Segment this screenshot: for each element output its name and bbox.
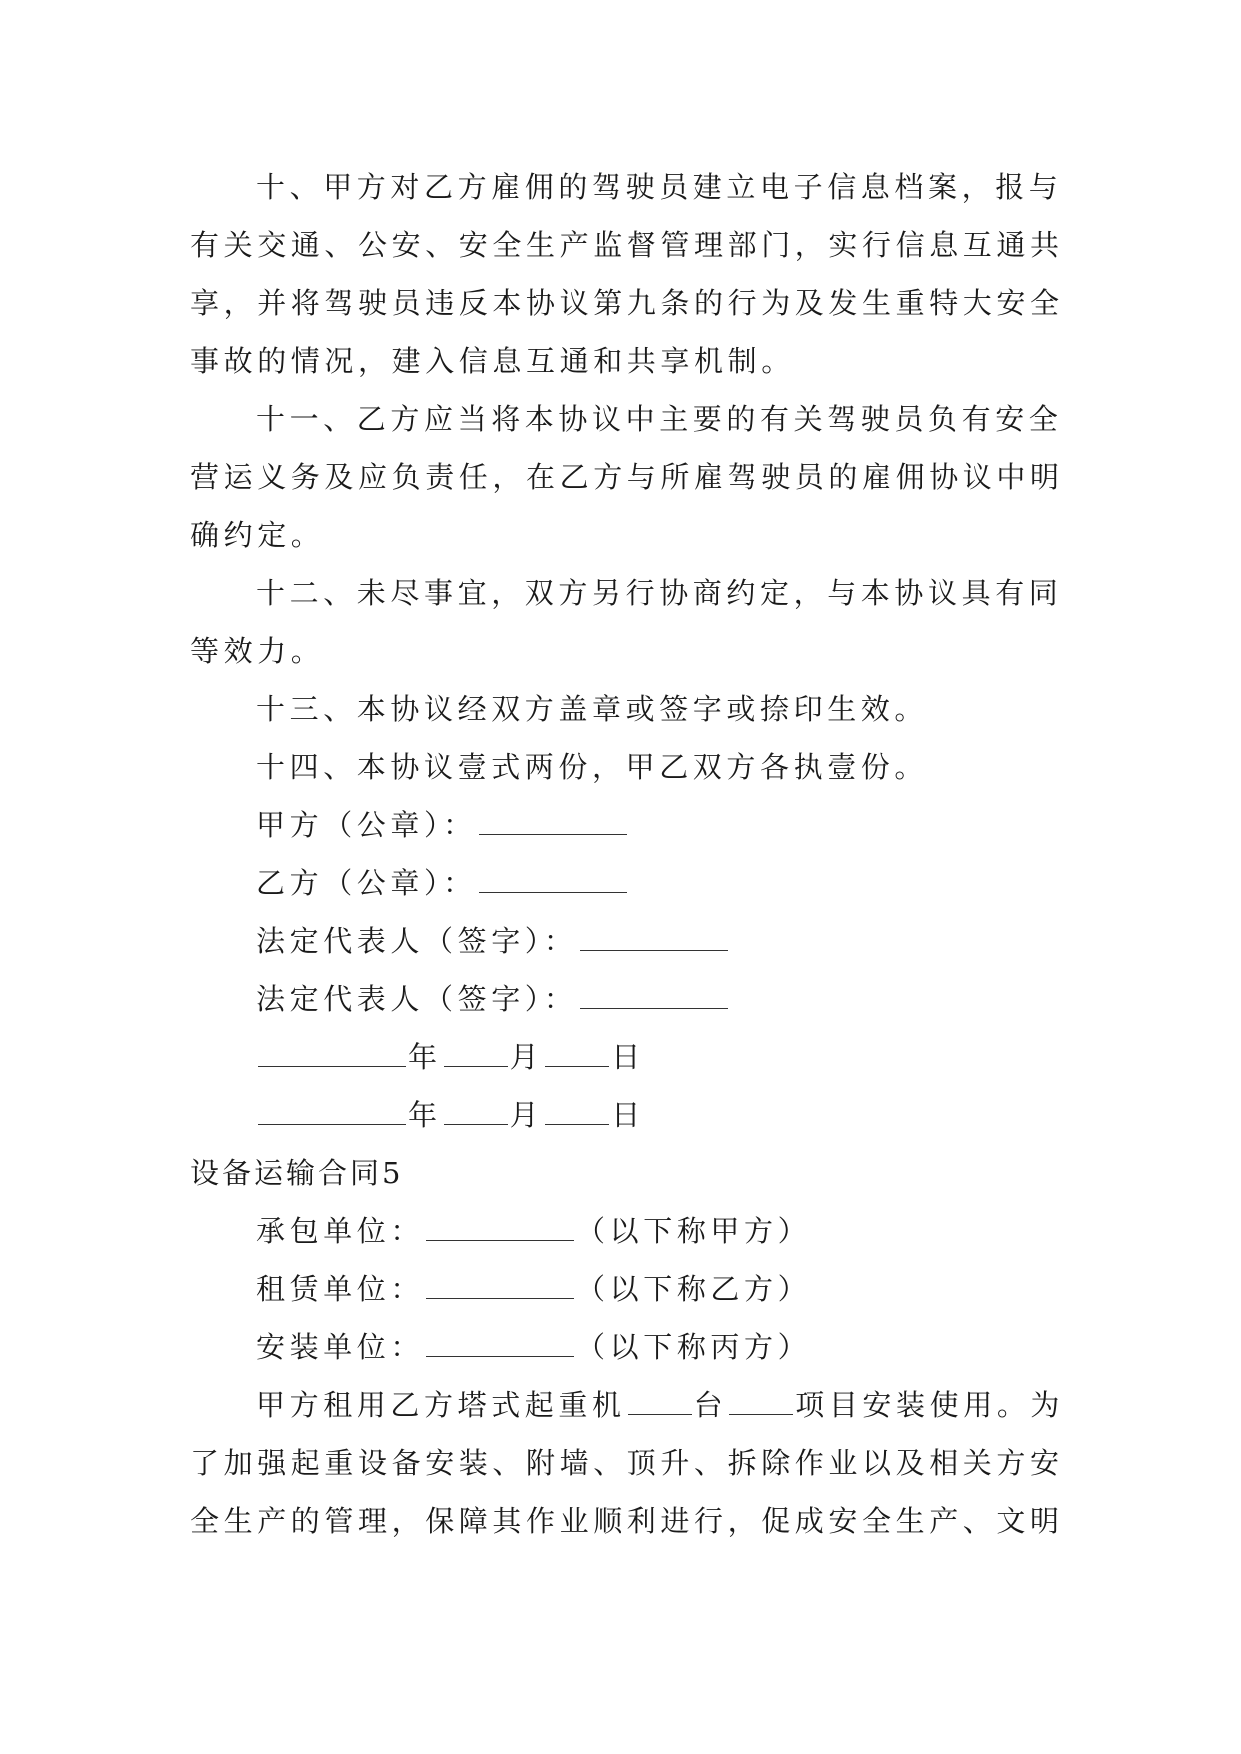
clause-14: 十四、本协议壹式两份，甲乙双方各执壹份。 [256, 750, 929, 784]
lessor-label: 租赁单位： [256, 1272, 425, 1306]
clause-11-line-2: 营运义务及应负责任，在乙方与所雇驾驶员的雇佣协议中明 [190, 460, 1064, 494]
clause-10-line-1: 十、甲方对乙方雇佣的驾驶员建立电子信息档案，报与 [256, 170, 1063, 204]
clause-12-line-2: 等效力。 [190, 634, 325, 668]
date-1-day-blank [545, 1036, 609, 1067]
legal-rep-2-label: 法定代表人（签字）： [256, 982, 578, 1016]
clause-11-line-1: 十一、乙方应当将本协议中主要的有关驾驶员负有安全 [256, 402, 1063, 436]
intro-line-2: 了加强起重设备安装、附墙、顶升、拆除作业以及相关方安 [190, 1446, 1064, 1480]
clause-10-line-2: 有关交通、公安、安全生产监督管理部门，实行信息互通共 [190, 228, 1064, 262]
legal-rep-1-label: 法定代表人（签字）： [256, 924, 578, 958]
date-1-year-blank [258, 1036, 406, 1067]
installer-row [190, 1318, 1060, 1376]
date-2-month-label: 月 [509, 1098, 544, 1132]
clause-12-line-1: 十二、未尽事宜，双方另行协商约定，与本协议具有同 [256, 576, 1063, 610]
intro-part-2: 台 [693, 1388, 728, 1422]
crane-count-blank [628, 1384, 692, 1415]
installer-suffix: （以下称丙方） [576, 1330, 812, 1364]
intro-part-1: 甲方租用乙方塔式起重机 [256, 1388, 626, 1422]
contractor-suffix: （以下称甲方） [576, 1214, 812, 1248]
installer-label: 安装单位： [256, 1330, 425, 1364]
intro-line-1 [190, 1376, 1065, 1434]
date-1-month-label: 月 [509, 1040, 544, 1074]
clause-10-line-3: 享，并将驾驶员违反本协议第九条的行为及发生重特大安全 [190, 286, 1064, 320]
party-b-seal-row [190, 854, 1060, 912]
party-a-seal-blank [479, 804, 627, 835]
date-2-day-blank [545, 1094, 609, 1125]
party-a-seal-label: 甲方（公章）： [256, 808, 477, 842]
lessor-suffix: （以下称乙方） [576, 1272, 812, 1306]
party-a-seal-row [190, 796, 1060, 854]
date-2-year-label: 年 [408, 1098, 442, 1132]
date-1-year-label: 年 [408, 1040, 442, 1074]
legal-rep-1-blank [580, 920, 728, 951]
clause-10-line-4: 事故的情况，建入信息互通和共享机制。 [190, 344, 795, 378]
date-1-day-label: 日 [611, 1040, 645, 1074]
party-b-seal-blank [479, 862, 627, 893]
lessor-row [190, 1260, 1060, 1318]
date-1-month-blank [444, 1036, 508, 1067]
date-2-year-blank [258, 1094, 406, 1125]
contractor-row [190, 1202, 1060, 1260]
date-row-2 [190, 1086, 1060, 1144]
legal-rep-1-row [190, 912, 1060, 970]
clause-13: 十三、本协议经双方盖章或签字或捺印生效。 [256, 692, 929, 726]
date-2-day-label: 日 [611, 1098, 645, 1132]
party-b-seal-label: 乙方（公章）： [256, 866, 477, 900]
date-row-1 [190, 1028, 1060, 1086]
date-2-month-blank [444, 1094, 508, 1125]
legal-rep-2-blank [580, 978, 728, 1009]
legal-rep-2-row [190, 970, 1060, 1028]
contractor-blank [426, 1210, 574, 1241]
intro-line-3: 全生产的管理，保障其作业顺利进行，促成安全生产、文明 [190, 1504, 1064, 1538]
section-title: 设备运输合同5 [190, 1156, 404, 1190]
intro-part-3: 项目安装使用。为 [795, 1388, 1065, 1422]
project-name-blank [729, 1384, 793, 1415]
lessor-blank [426, 1268, 574, 1299]
document-page [190, 158, 1065, 1550]
installer-blank [426, 1326, 574, 1357]
clause-11-line-3: 确约定。 [190, 518, 325, 552]
contractor-label: 承包单位： [256, 1214, 425, 1248]
